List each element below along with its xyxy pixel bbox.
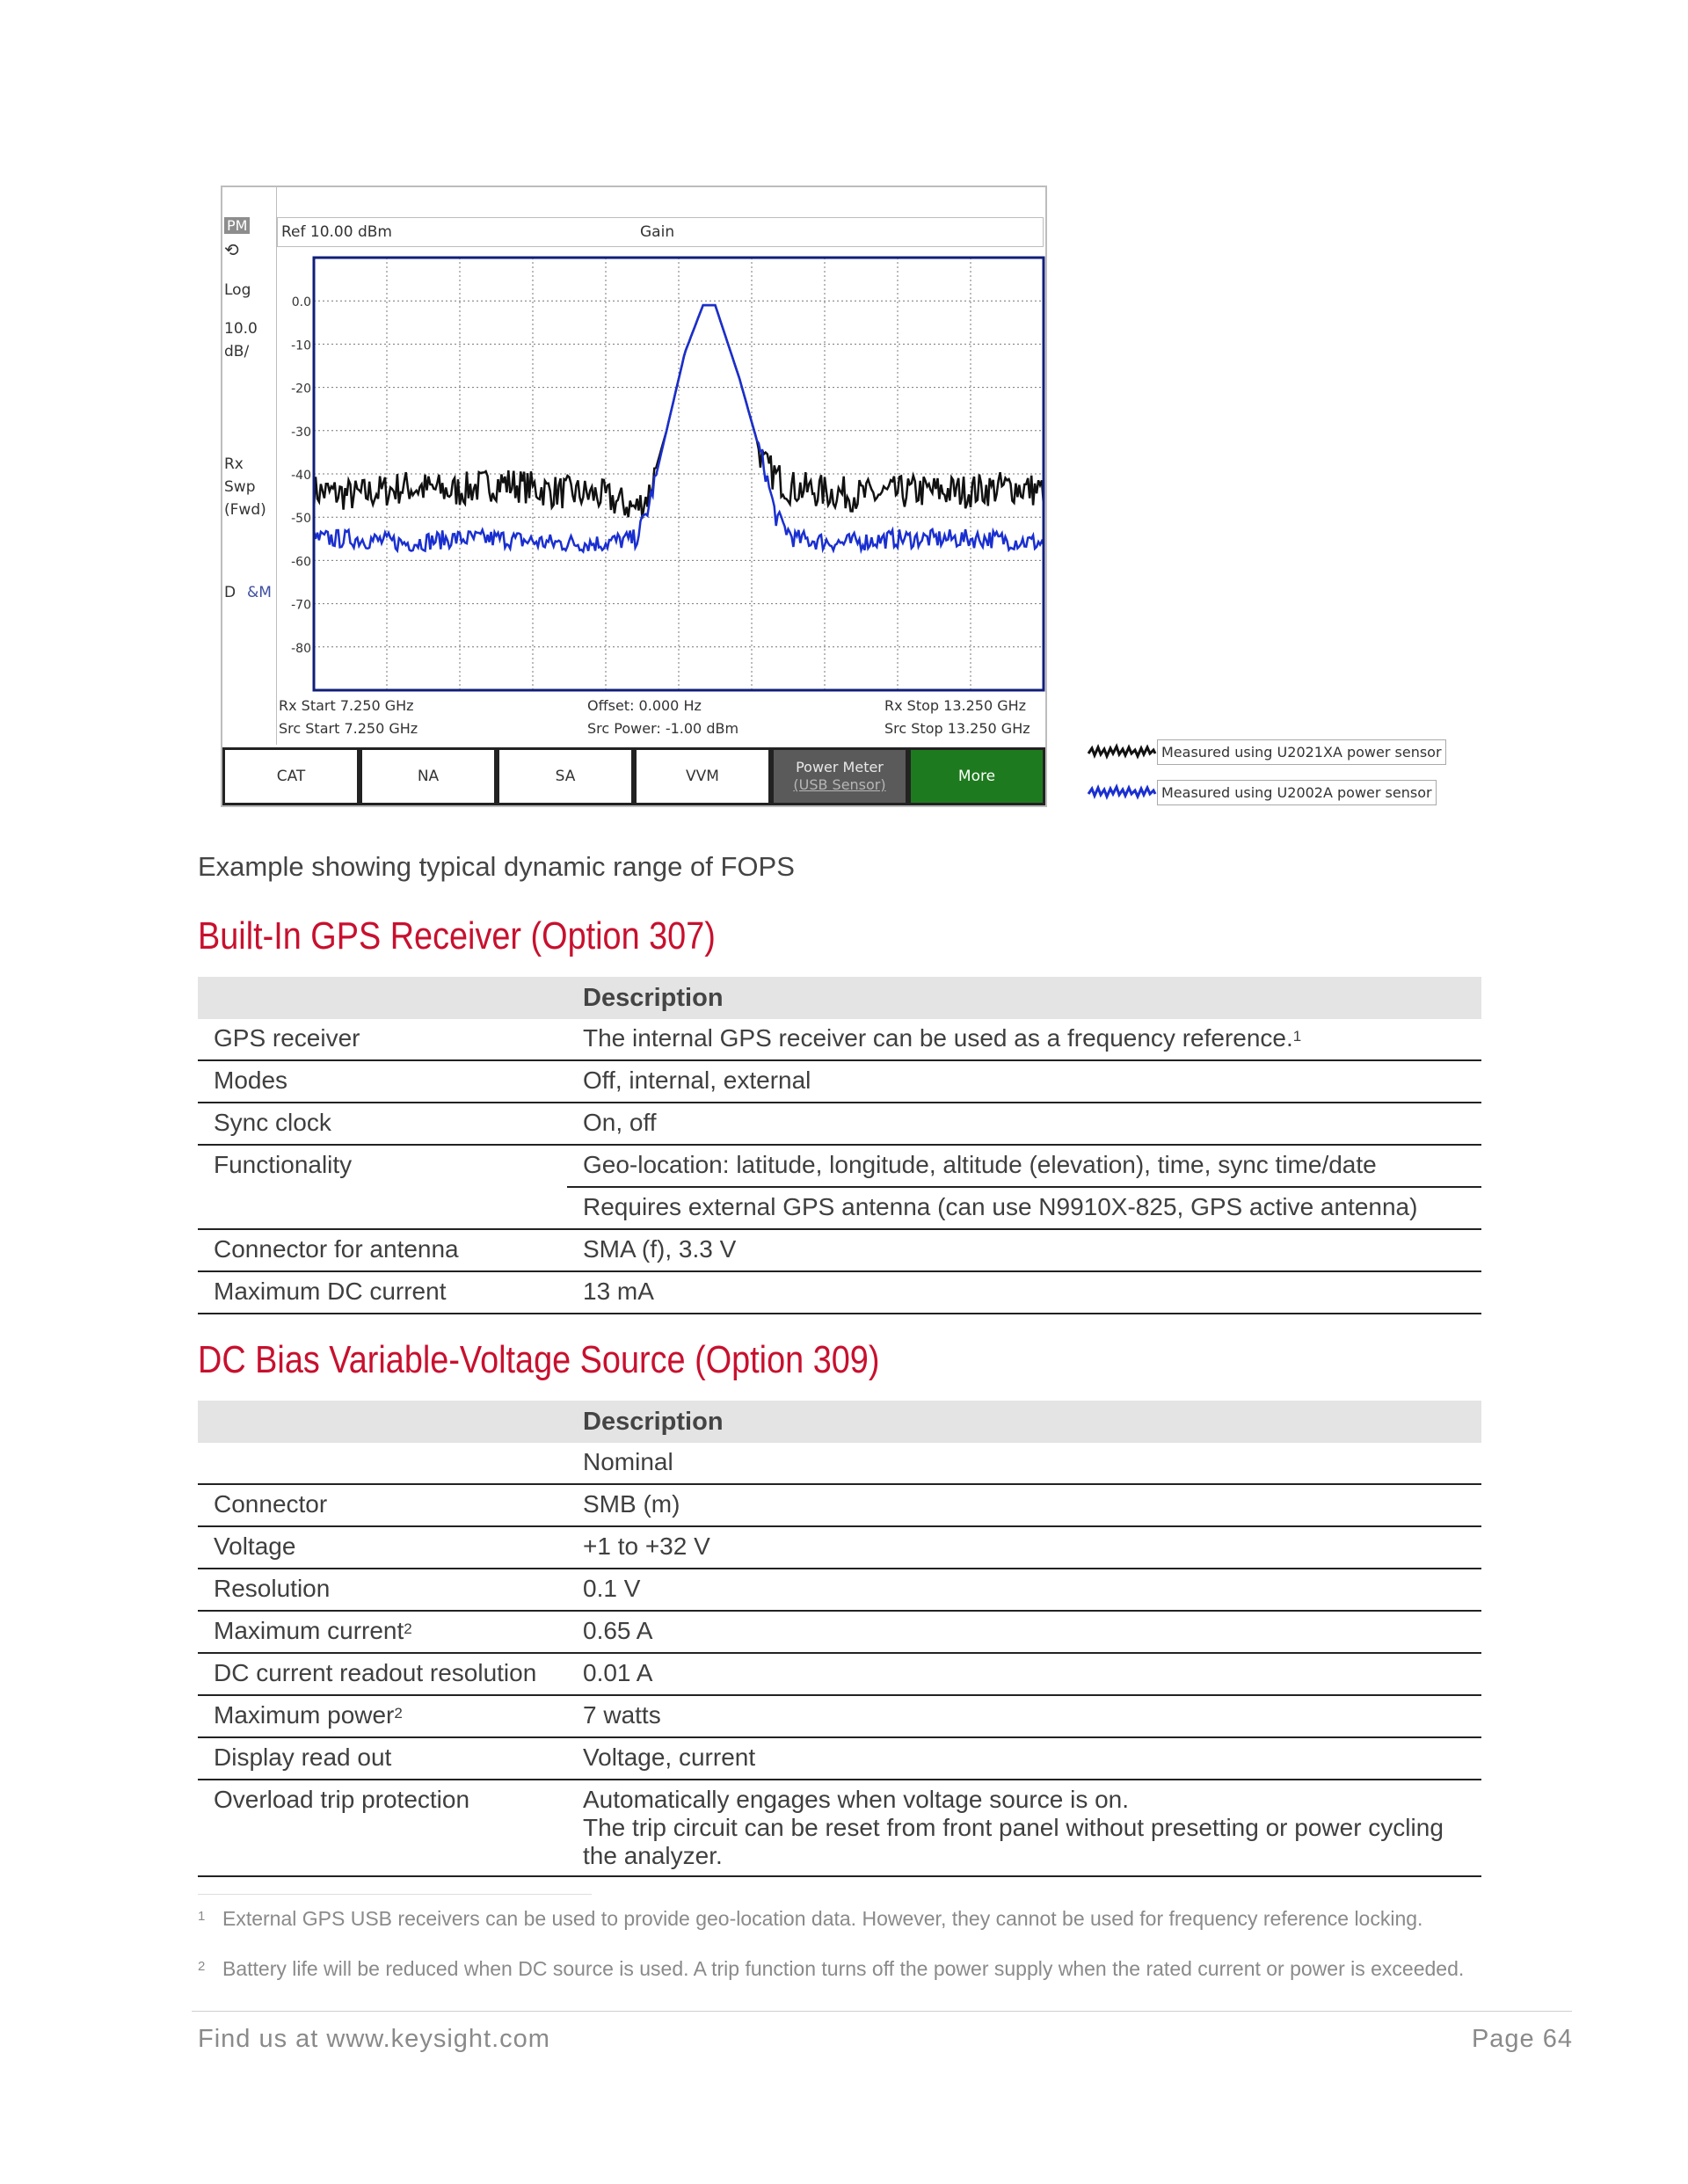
y-tick-label: -60 xyxy=(291,555,311,570)
y-tick-labels xyxy=(291,295,311,656)
gps-section-title: Built-In GPS Receiver (Option 307) xyxy=(198,914,716,957)
header-description: Description xyxy=(567,977,1481,1019)
blue-trace-swatch xyxy=(1087,783,1157,801)
row-label: Maximum DC current xyxy=(198,1271,567,1314)
row-label: Overload trip protection xyxy=(198,1780,567,1876)
d-label: D xyxy=(224,584,236,601)
rx-start: Rx Start 7.250 GHz xyxy=(279,697,414,714)
footnote-2 xyxy=(198,1956,1490,1981)
legend-label-u2021xa: Measured using U2021XA power sensor xyxy=(1157,739,1446,765)
table-row xyxy=(198,1103,1481,1145)
mode-badge: PM xyxy=(224,217,250,234)
dcbias-section-title: DC Bias Variable-Voltage Source (Option 309) xyxy=(198,1338,880,1381)
table-row xyxy=(198,1019,1481,1060)
footnote-divider xyxy=(198,1894,592,1895)
footnote-ref: 1 xyxy=(1292,1028,1302,1045)
am-label: &M xyxy=(247,584,272,601)
scale-div-label: 10.0 xyxy=(224,320,258,338)
power-meter-button[interactable] xyxy=(771,747,908,805)
rx-label: Rx xyxy=(224,455,244,473)
header-blank xyxy=(198,1401,567,1443)
row-value: 0.1 V xyxy=(567,1569,1481,1611)
usb-sensor-label: (USB Sensor) xyxy=(793,776,886,793)
table-row xyxy=(198,1526,1481,1569)
dcbias-spec-table xyxy=(198,1401,1481,1877)
table-subheader-row xyxy=(198,1443,1481,1484)
row-value: 7 watts xyxy=(567,1695,1481,1737)
row-label-empty xyxy=(198,1443,567,1484)
plot-grid xyxy=(314,258,1044,690)
y-tick-label: -20 xyxy=(291,382,311,397)
footnote-number: 2 xyxy=(198,1959,206,1974)
y-tick-label: -10 xyxy=(291,339,311,353)
table-row xyxy=(198,1187,1481,1229)
rx-stop: Rx Stop 13.250 GHz xyxy=(884,697,1027,714)
table-row xyxy=(198,1569,1481,1611)
footer-page-number: Page 64 xyxy=(1471,2025,1573,2053)
row-label: DC current readout resolution xyxy=(198,1653,567,1695)
row-label: Display read out xyxy=(198,1737,567,1780)
table-row xyxy=(198,1737,1481,1780)
table-row xyxy=(198,1145,1481,1187)
row-value xyxy=(567,1780,1481,1876)
row-value: +1 to +32 V xyxy=(567,1526,1481,1569)
scale-unit-label: dB/ xyxy=(224,343,250,360)
y-tick-label: -80 xyxy=(291,641,311,656)
sweep-label: Swp xyxy=(224,478,256,496)
table-row xyxy=(198,1229,1481,1271)
row-label: GPS receiver xyxy=(198,1019,567,1060)
row-label-empty xyxy=(198,1187,567,1229)
row-label: Maximum power$^2$ xyxy=(198,1695,567,1737)
row-label: Connector for antenna xyxy=(198,1229,567,1271)
direction-label: (Fwd) xyxy=(224,501,266,519)
na-button[interactable]: NA xyxy=(360,747,497,805)
src-power: Src Power: -1.00 dBm xyxy=(587,720,739,737)
gps-spec-table xyxy=(198,977,1481,1314)
header-description: Description xyxy=(567,1401,1481,1443)
row-value: On, off xyxy=(567,1103,1481,1145)
measurement-title: Gain xyxy=(640,223,675,241)
row-label: Resolution xyxy=(198,1569,567,1611)
row-value: The internal GPS receiver can be used as a frequency reference.$^1$ xyxy=(567,1019,1481,1060)
cat-button[interactable]: CAT xyxy=(222,747,360,805)
row-value: Voltage, current xyxy=(567,1737,1481,1780)
table-row xyxy=(198,1060,1481,1103)
row-label: Voltage xyxy=(198,1526,567,1569)
footnote-text: External GPS USB receivers can be used to provide geo-location data. However, they cannot be used for frequency reference locking. xyxy=(222,1907,1423,1930)
table-row xyxy=(198,1780,1481,1876)
footnote-ref: 2 xyxy=(394,1705,403,1722)
trace-plot xyxy=(222,187,1045,750)
row-label: Sync clock xyxy=(198,1103,567,1145)
softkey-bar xyxy=(222,747,1047,807)
row-value: 0.01 A xyxy=(567,1653,1481,1695)
y-tick-label: -30 xyxy=(291,425,311,440)
row-label: Functionality xyxy=(214,1151,353,1178)
row-value-line: Automatically engages when voltage source is on. xyxy=(583,1786,1130,1813)
footnote-ref: 2 xyxy=(404,1620,412,1637)
row-value: 13 mA xyxy=(567,1271,1481,1314)
reference-level: Ref 10.00 dBm xyxy=(281,223,392,241)
table-header-row xyxy=(198,1401,1481,1443)
header-blank xyxy=(198,977,567,1019)
more-button[interactable]: More xyxy=(908,747,1045,805)
legend-item-u2002a xyxy=(1087,777,1458,807)
row-label: Modes xyxy=(198,1060,567,1103)
subheader-nominal: Nominal xyxy=(567,1443,1481,1484)
src-start: Src Start 7.250 GHz xyxy=(279,720,418,737)
y-tick-label: -70 xyxy=(291,598,311,613)
row-value: 0.65 A xyxy=(567,1611,1481,1653)
y-tick-label: 0.0 xyxy=(291,295,311,310)
power-meter-label: Power Meter xyxy=(796,759,884,775)
table-header-row xyxy=(198,977,1481,1019)
footnote-text: Battery life will be reduced when DC source is used. A trip function turns off the power supply when the rated current or power is exceeded. xyxy=(222,1957,1465,1980)
row-value: SMB (m) xyxy=(567,1484,1481,1526)
chart-legend xyxy=(1087,737,1458,818)
row-value: SMA (f), 3.3 V xyxy=(567,1229,1481,1271)
table-row xyxy=(198,1695,1481,1737)
table-row xyxy=(198,1271,1481,1314)
offset: Offset: 0.000 Hz xyxy=(587,697,702,714)
table-row xyxy=(198,1484,1481,1526)
sa-button[interactable]: SA xyxy=(497,747,634,805)
table-row xyxy=(198,1611,1481,1653)
footnote-1 xyxy=(198,1906,1490,1931)
table-row xyxy=(198,1653,1481,1695)
row-label: Maximum current$^2$ xyxy=(198,1611,567,1653)
row-value: Off, internal, external xyxy=(567,1060,1481,1103)
src-stop: Src Stop 13.250 GHz xyxy=(884,720,1030,737)
legend-item-u2021xa xyxy=(1087,737,1458,767)
legend-label-u2002a: Measured using U2002A power sensor xyxy=(1157,780,1437,805)
y-tick-label: -50 xyxy=(291,512,311,527)
scale-type-label: Log xyxy=(224,281,251,299)
vvm-button[interactable]: VVM xyxy=(634,747,771,805)
row-label: Connector xyxy=(198,1484,567,1526)
row-value: Requires external GPS antenna (can use N9910X-825, GPS active antenna) xyxy=(567,1187,1481,1229)
black-trace-swatch xyxy=(1087,743,1157,761)
rotate-icon: ⟲ xyxy=(224,239,239,260)
y-tick-label: -40 xyxy=(291,469,311,483)
row-value-line: The trip circuit can be reset from front panel without presetting or power cycling the analyzer. xyxy=(583,1814,1444,1869)
figure-caption: Example showing typical dynamic range of FOPS xyxy=(198,851,795,882)
footer-divider xyxy=(192,2011,1572,2012)
row-value: Geo-location: latitude, longitude, altitude (elevation), time, sync time/date xyxy=(567,1145,1481,1187)
footnote-number: 1 xyxy=(198,1909,206,1924)
instrument-screenshot xyxy=(221,186,1047,807)
footer-website: Find us at www.keysight.com xyxy=(198,2025,550,2053)
